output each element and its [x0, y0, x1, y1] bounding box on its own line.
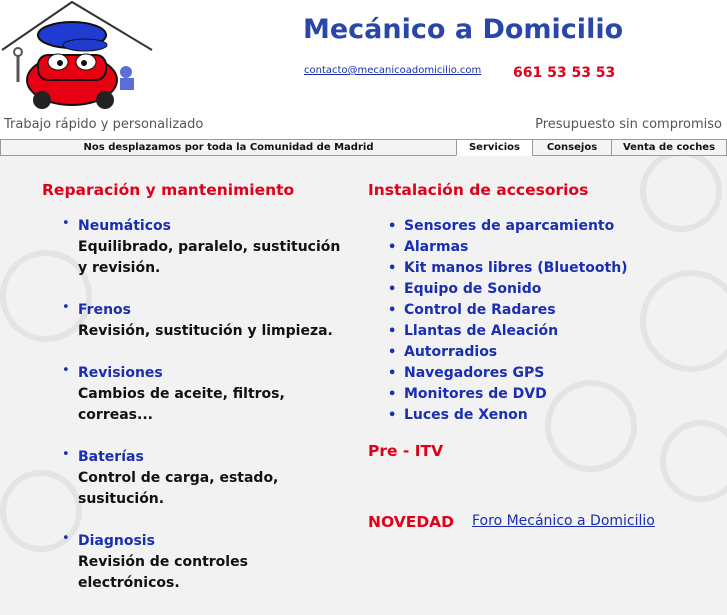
- list-item: [42, 531, 348, 594]
- accessory-name: Navegadores GPS: [404, 365, 545, 381]
- service-name: Baterías: [78, 449, 144, 465]
- accessory-name: Luces de Xenon: [404, 407, 528, 423]
- bullet: •: [388, 219, 397, 234]
- tab-venta-de-coches[interactable]: Venta de coches: [611, 139, 727, 156]
- tab-servicios[interactable]: Servicios: [456, 139, 533, 156]
- list-item: [368, 321, 628, 342]
- service-description: Equilibrado, paralelo, sustitución y revisión.: [78, 239, 341, 276]
- accessory-name: Alarmas: [404, 239, 469, 255]
- accessory-name: Autorradios: [404, 344, 498, 360]
- list-item: [368, 405, 628, 426]
- nav-bar: [0, 139, 727, 156]
- email-link[interactable]: contacto@mecanicoadomicilio.com: [304, 65, 482, 76]
- accessory-name: Equipo de Sonido: [404, 281, 542, 297]
- bullet: •: [388, 240, 397, 255]
- accessory-name: Kit manos libres (Bluetooth): [404, 260, 628, 276]
- pre-itv-heading: Pre - ITV: [368, 442, 444, 460]
- service-description: Control de carga, estado, susitución.: [78, 470, 279, 507]
- watermark-logo: [640, 150, 722, 232]
- bullet: •: [388, 345, 397, 360]
- list-item: [368, 384, 628, 405]
- bullet: •: [62, 216, 70, 231]
- accessories-list: [368, 216, 628, 426]
- list-item: [368, 258, 628, 279]
- bullet: •: [62, 363, 70, 378]
- list-item: [368, 216, 628, 237]
- accessory-name: Control de Radares: [404, 302, 556, 318]
- accessory-name: Llantas de Aleación: [404, 323, 559, 339]
- accessory-name: Sensores de aparcamiento: [404, 218, 615, 234]
- accessory-name: Monitores de DVD: [404, 386, 547, 402]
- list-item: [42, 447, 348, 510]
- list-item: [368, 300, 628, 321]
- accessories-heading: Instalación de accesorios: [368, 181, 589, 199]
- coverage-banner: Nos desplazamos por toda la Comunidad de Madrid: [0, 139, 457, 156]
- bullet: •: [62, 300, 70, 315]
- service-name: Revisiones: [78, 365, 163, 381]
- list-item: [368, 342, 628, 363]
- services-heading: Reparación y mantenimiento: [42, 181, 295, 199]
- service-name: Neumáticos: [78, 218, 171, 234]
- list-item: [368, 279, 628, 300]
- service-description: Revisión de controles electrónicos.: [78, 554, 248, 591]
- mechanic-car-logo: [0, 0, 155, 112]
- bullet: •: [388, 303, 397, 318]
- service-name: Diagnosis: [78, 533, 155, 549]
- bullet: •: [388, 387, 397, 402]
- phone-number: 661 53 53 53: [513, 65, 616, 81]
- services-list: [42, 216, 348, 615]
- bullet: •: [388, 324, 397, 339]
- service-description: Cambios de aceite, filtros, correas...: [78, 386, 285, 423]
- bullet: •: [388, 408, 397, 423]
- service-description: Revisión, sustitución y limpieza.: [78, 323, 333, 339]
- bullet: •: [62, 447, 70, 462]
- tab-consejos[interactable]: Consejos: [532, 139, 612, 156]
- bullet: •: [388, 261, 397, 276]
- tagline-right: Presupuesto sin compromiso: [535, 117, 722, 132]
- novedad-label: NOVEDAD: [368, 513, 455, 531]
- watermark-logo: [640, 270, 727, 372]
- site-title: Mecánico a Domicilio: [303, 14, 624, 45]
- list-item: [42, 300, 348, 342]
- tagline-left: Trabajo rápido y personalizado: [4, 117, 204, 132]
- header: [0, 0, 727, 140]
- watermark-logo: [660, 420, 727, 502]
- list-item: [368, 237, 628, 258]
- bullet: •: [388, 282, 397, 297]
- bullet: •: [62, 531, 70, 546]
- forum-link[interactable]: Foro Mecánico a Domicilio: [472, 513, 655, 529]
- bullet: •: [388, 366, 397, 381]
- list-item: [42, 216, 348, 279]
- service-name: Frenos: [78, 302, 131, 318]
- list-item: [42, 363, 348, 426]
- list-item: [368, 363, 628, 384]
